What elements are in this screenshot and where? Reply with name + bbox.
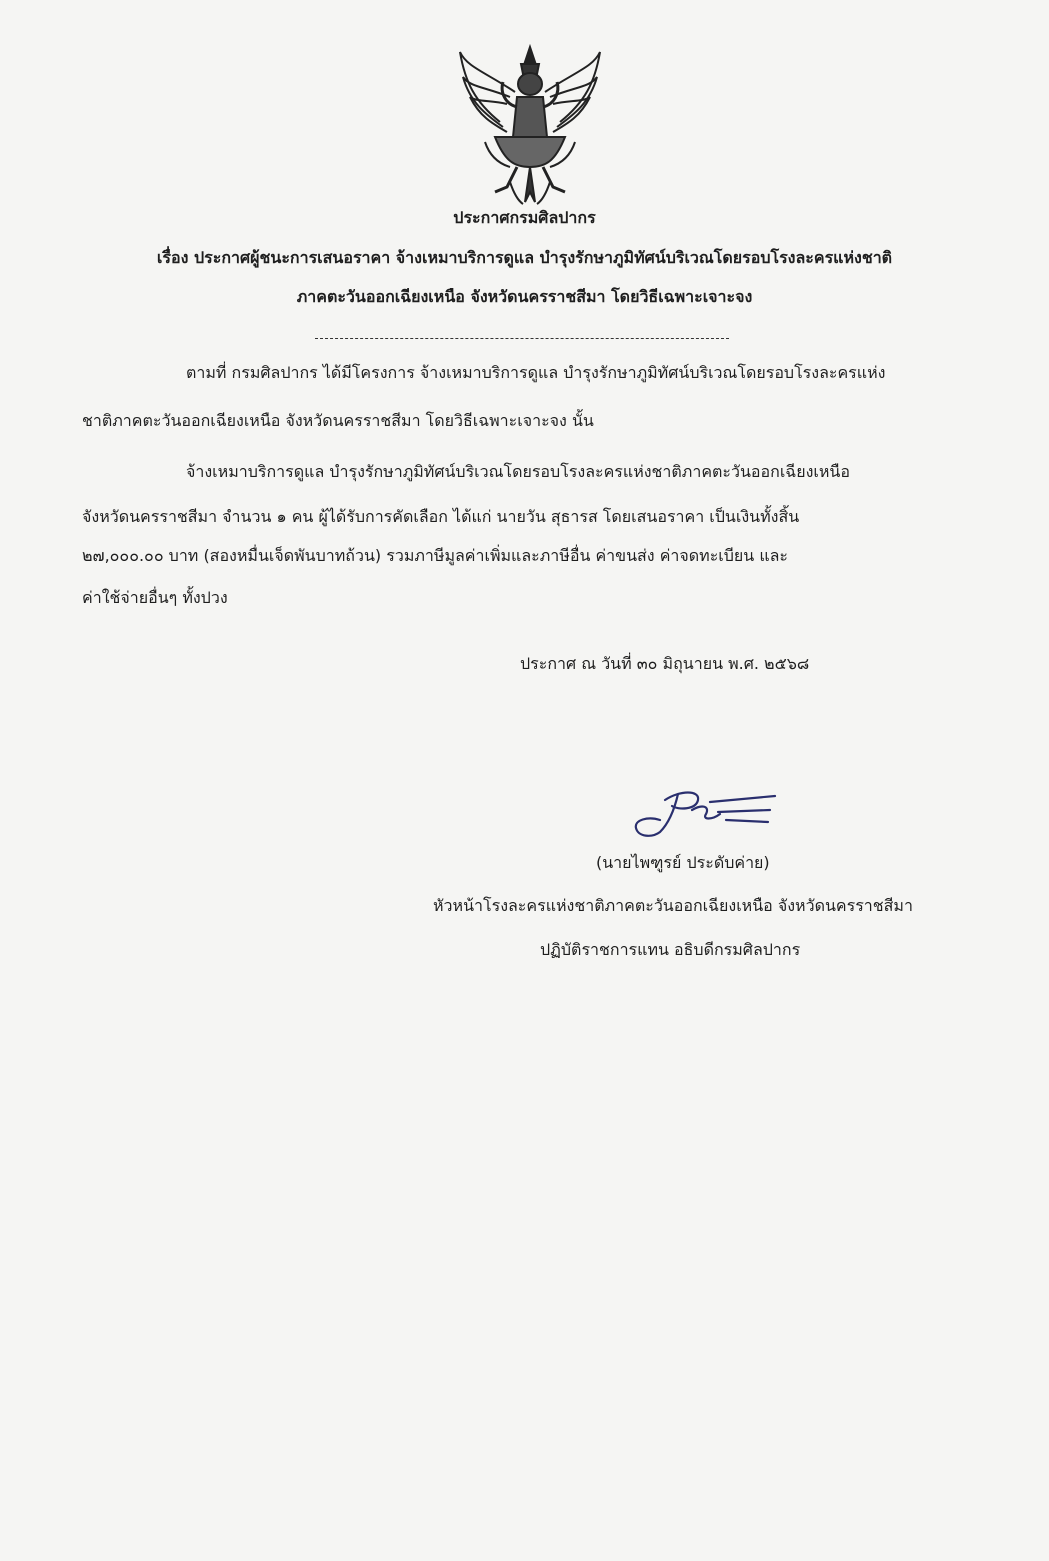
subject-line-2: ภาคตะวันออกเฉียงเหนือ จังหวัดนครราชสีมา โดยวิธีเฉพาะเจาะจง [296,287,753,306]
para1-line-2: ชาติภาคตะวันออกเฉียงเหนือ จังหวัดนครราชสีมา โดยวิธีเฉพาะเจาะจง นั้น [82,411,594,430]
para2-line-2: จังหวัดนครราชสีมา จำนวน ๑ คน ผู้ได้รับการคัดเลือก ได้แก่ นายวัน สุธารส โดยเสนอราคา เป็นเงินทั้งสิ้น [82,507,800,526]
para2-line-1: จ้างเหมาบริการดูแล บำรุงรักษาภูมิทัศน์บริเวณโดยรอบโรงละครแห่งชาติภาคตะวันออกเฉียงเหนือ [186,462,850,481]
signatory-name: (นายไพฑูรย์ ประดับค่าย) [596,853,770,872]
document-title: ประกาศกรมศิลปากร [453,208,596,227]
subject-line-1: เรื่อง ประกาศผู้ชนะการเสนอราคา จ้างเหมาบริการดูแล บำรุงรักษาภูมิทัศน์บริเวณโดยรอบโรงละครแห่งชาติ [156,248,893,267]
signatory-acting: ปฏิบัติราชการแทน อธิบดีกรมศิลปากร [540,940,801,959]
divider [315,338,729,339]
signature-image [630,782,780,842]
para1-line-1: ตามที่ กรมศิลปากร ได้มีโครงการ จ้างเหมาบริการดูแล บำรุงรักษาภูมิทัศน์บริเวณโดยรอบโรงละครแห่ง [186,363,886,382]
para2-line-3: ๒๗,๐๐๐.๐๐ บาท (สองหมื่นเจ็ดพันบาทถ้วน) รวมภาษีมูลค่าเพิ่มและภาษีอื่น ค่าขนส่ง ค่าจดทะเบียน และ [82,546,789,565]
para2-line-4: ค่าใช้จ่ายอื่นๆ ทั้งปวง [82,588,228,607]
garuda-emblem-icon [455,42,605,207]
signatory-position: หัวหน้าโรงละครแห่งชาติภาคตะวันออกเฉียงเหนือ จังหวัดนครราชสีมา [433,896,913,915]
announcement-date: ประกาศ ณ วันที่ ๓๐ มิถุนายน พ.ศ. ๒๕๖๘ [520,654,810,673]
